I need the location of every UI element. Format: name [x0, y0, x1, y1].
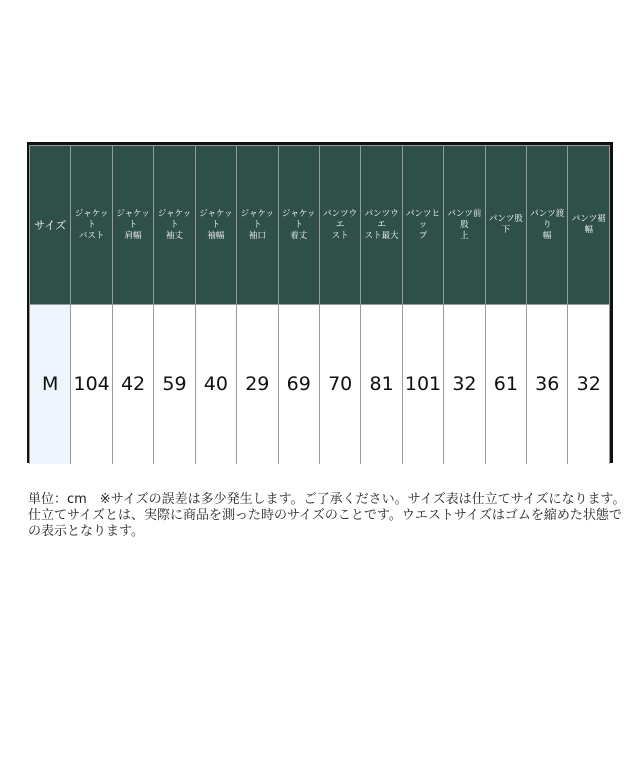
- header-jacket-length: [278, 146, 319, 305]
- header-jacket-shoulder: [112, 146, 153, 305]
- cell-size: M: [30, 305, 71, 464]
- header-pants-front-rise: [444, 146, 485, 305]
- header-jacket-bust: [71, 146, 112, 305]
- table-row: [30, 305, 610, 464]
- header-jacket-sleeve-length: [154, 146, 195, 305]
- header-label: ジャケット 肩幅: [116, 208, 150, 241]
- header-label: パンツヒッ プ: [406, 208, 441, 241]
- header-label: ジャケット 着丈: [282, 208, 316, 241]
- table-cell: 32: [568, 305, 610, 464]
- header-pants-waist: [319, 146, 360, 305]
- header-label: パンツ股下: [488, 214, 523, 235]
- header-pants-hem: [568, 146, 610, 305]
- header-jacket-cuff: [237, 146, 278, 305]
- header-label: パンツウエ スト最大: [364, 208, 399, 241]
- header-label: ジャケット 袖幅: [199, 208, 233, 241]
- table-cell: 29: [237, 305, 278, 464]
- header-pants-hip: [402, 146, 443, 305]
- header-label: パンツ前股 上: [447, 208, 482, 241]
- header-pants-inseam: [485, 146, 526, 305]
- header-pants-waist-max: [361, 146, 402, 305]
- table-cell: 104: [71, 305, 112, 464]
- table-header-row: [30, 146, 610, 305]
- header-label: パンツ渡り 幅: [530, 208, 565, 241]
- header-label: パンツ裾幅: [571, 214, 606, 235]
- table-cell: 81: [361, 305, 402, 464]
- header-pants-thigh: [527, 146, 568, 305]
- table-cell: 70: [319, 305, 360, 464]
- table-cell: 40: [195, 305, 236, 464]
- header-size: サイズ: [30, 146, 71, 305]
- table-cell: 42: [112, 305, 153, 464]
- header-label: パンツウエ スト: [323, 208, 358, 241]
- header-label: ジャケット 袖丈: [157, 208, 192, 241]
- header-label: ジャケット バスト: [74, 208, 109, 241]
- size-table: [27, 142, 613, 463]
- table-cell: 36: [527, 305, 568, 464]
- table-cell: 59: [154, 305, 195, 464]
- table-cell: 101: [402, 305, 443, 464]
- table-cell: 32: [444, 305, 485, 464]
- size-note: 単位：cm ※サイズの誤差は多少発生します。ご了承ください。サイズ表は仕立てサイズになります。仕立てサイズとは、実際に商品を測った時のサイズのことです。ウエストサイズはゴムを縮めた状態での表示となります。: [28, 492, 626, 539]
- table-cell: 61: [485, 305, 526, 464]
- header-jacket-sleeve-width: [195, 146, 236, 305]
- table-cell: 69: [278, 305, 319, 464]
- header-label: ジャケット 袖口: [240, 208, 275, 241]
